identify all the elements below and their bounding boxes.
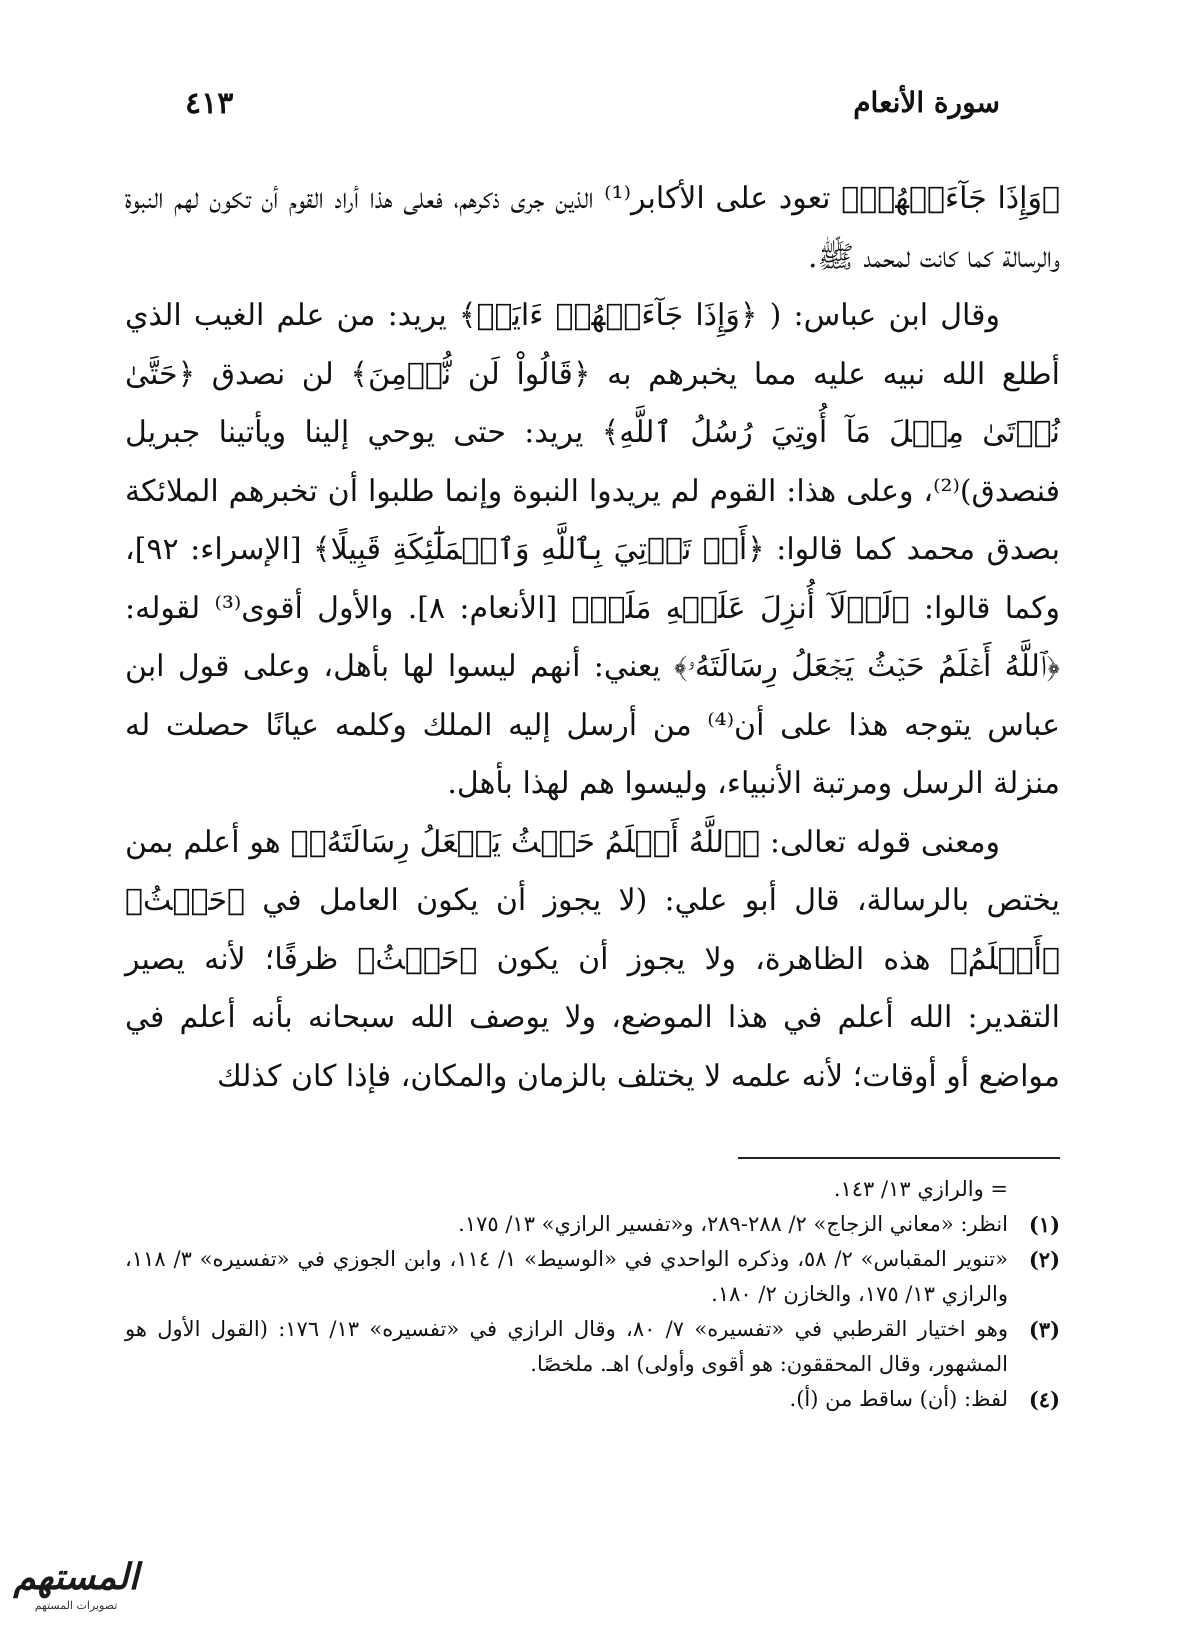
footnote-item: [125, 1242, 1060, 1312]
page-number: ٤١٣: [185, 86, 234, 121]
footnote-label: (٣): [1028, 1317, 1060, 1342]
footnote-continuation: = والرازي ١٣/ ١٤٣.: [833, 1177, 1008, 1201]
logo-wordmark: المستهم: [13, 1556, 139, 1598]
footnote-item: [125, 1382, 1060, 1417]
footnote-text: لفظ: (أن) ساقط من (أ).: [789, 1387, 1008, 1411]
footnote-item: [125, 1312, 1060, 1382]
paragraph-3: ومعنى قوله تعالى: ﴿ٱللَّهُ أَعۡلَمُ حَيۡثُ يَجۡعَلُ رِسَالَتَهُۥ﴾ هو أعلم بمن يختص بالرسالة، قال أبو علي: (لا يجوز أن يكون العامل في ﴿حَيۡثُ﴾ ﴿أَعۡلَمُ﴾ هذه الظاهرة، ولا يجوز أن يكون ﴿حَيۡثُ﴾ ظرفًا؛ لأنه يصير التقدير: الله أعلم في هذا الموضع، ولا يوصف الله سبحانه بأنه أعلم في مواضع أو أوقات؛ لأنه علمه لا يختلف بالزمان والمكان، فإذا كان كذلك: [125, 824, 1060, 1094]
footnote-text: «تنوير المقباس» ٢/ ٥٨، وذكره الواحدي في «الوسيط» ١/ ١١٤، وابن الجوزي في «تفسيره» ٣/ ١١٨، والرازي ١٣/ ١٧٥، والخازن ٢/ ١٨٠.: [125, 1247, 1008, 1306]
footnotes: [125, 1172, 1060, 1417]
footnote-text: وهو اختيار القرطبي في «تفسيره» ٧/ ٨٠، وقال الرازي في «تفسيره» ١٣/ ١٧٦: (القول الأول هو المشهور، وقال المحققون: هو أقوى وأولى) اهـ. ملخصًا.: [125, 1317, 1009, 1376]
footnote-text: انظر: «معاني الزجاج» ٢/ ٢٨٨-٢٨٩، و«تفسير الرازي» ١٣/ ١٧٥.: [458, 1212, 1008, 1236]
paragraph-1: ﴿وَإِذَا جَآءَتۡهُمۡ﴾ تعود على الأكابر⁽¹⁾ الذين جرى ذكرهم، فعلى هذا أراد القوم أن تكون لهم النبوة والرسالة كما كانت لمحمد ﷺ.: [125, 181, 1060, 275]
publisher-logo: [6, 1555, 146, 1635]
running-title: سورة الأنعام: [853, 86, 1000, 119]
page-header: [185, 86, 1000, 126]
paragraph-2: وقال ابن عباس: ( ﴿وَإِذَا جَآءَتۡهُمۡ ءَايَةٞ﴾ يريد: من علم الغيب الذي أطلع الله نبيه عليه مما يخبرهم به ﴿قَالُواْ لَن نُّؤۡمِنَ﴾ لن نصدق ﴿حَتَّىٰ نُؤۡتَىٰ مِثۡلَ مَآ أُوتِيَ رُسُلُ ٱللَّهِ﴾ يريد: حتى يوحي إلينا ويأتينا جبريل فنصدق)⁽²⁾، وعلى هذا: القوم لم يريدوا النبوة وإنما طلبوا أن تخبرهم الملائكة بصدق محمد كما قالوا: ﴿أَوۡ تَأۡتِيَ بِٱللَّهِ وَٱلۡمَلَٰٓئِكَةِ قَبِيلًا﴾ [الإسراء: ٩٢]، وكما قالوا: ﴿لَوۡلَآ أُنزِلَ عَلَيۡهِ مَلَكٞ﴾ [الأنعام: ٨]. والأول أقوى⁽³⁾ لقوله: ﴿ٱللَّهُ أَعۡلَمُ حَيۡثُ يَجۡعَلُ رِسَالَتَهُۥ﴾ يعني: أنهم ليسوا لها بأهل، وعلى قول ابن عباس يتوجه هذا على أن⁽⁴⁾ من أرسل إليه الملك وكلمه عيانًا حصلت له منزلة الرسل ومرتبة الأنبياء، وليسوا هم لهذا بأهل.: [125, 298, 1060, 801]
footnote-separator: [738, 1157, 1060, 1159]
footnote-label: (٢): [1028, 1247, 1060, 1272]
main-text: [125, 170, 1060, 1106]
footnote-label: (٤): [1028, 1387, 1060, 1412]
footnote-item: [125, 1207, 1060, 1242]
logo-tagline: تصويرات المستهم: [34, 1599, 118, 1612]
footnote-label: (١): [1028, 1212, 1060, 1237]
